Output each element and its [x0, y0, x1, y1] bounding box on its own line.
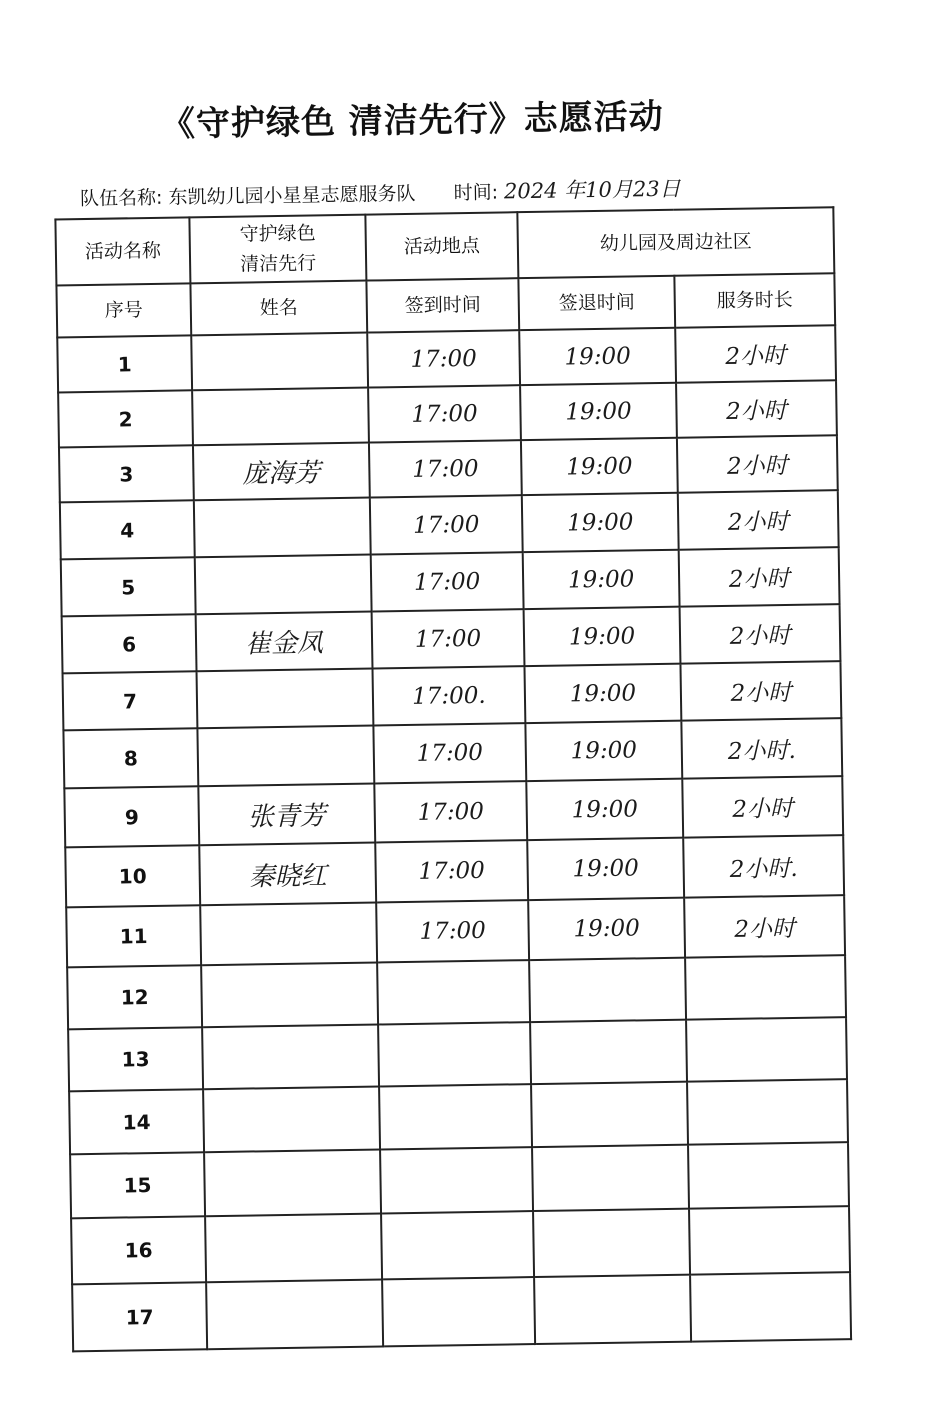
row-index: 5: [61, 557, 196, 616]
col-index-header: 序号: [56, 283, 191, 337]
row-index: 7: [63, 671, 198, 730]
row-index: 15: [70, 1152, 205, 1218]
row-index: 17: [72, 1282, 207, 1351]
row-service-duration: 2小时: [675, 325, 836, 383]
time-label: 时间:: [453, 181, 499, 205]
row-checkin-time: 17:00: [370, 495, 523, 554]
row-service-duration: [685, 955, 846, 1020]
page-title: 《守护绿色 清洁先行》志愿活动: [160, 96, 665, 145]
row-checkin-time: [378, 1022, 531, 1086]
row-index: 13: [68, 1027, 203, 1091]
row-name-signature: 崔金凤: [196, 612, 373, 672]
row-checkout-time: 19:00: [521, 438, 678, 495]
row-checkout-time: 19:00: [524, 664, 681, 723]
team-label: 队伍名称:: [79, 186, 163, 211]
row-name-signature: [204, 1149, 381, 1216]
row-index: 14: [69, 1089, 204, 1154]
row-name-signature: [202, 1024, 379, 1089]
row-service-duration: 2小时: [684, 895, 845, 958]
row-index: 4: [60, 500, 195, 559]
row-name-signature: [195, 555, 372, 615]
table-row: [70, 1142, 849, 1218]
row-checkin-time: 17:00: [372, 609, 525, 668]
row-service-duration: 2小时.: [681, 718, 842, 779]
activity-name-line2: 清洁先行: [239, 252, 317, 276]
row-index: 11: [66, 905, 201, 967]
row-service-duration: [686, 1017, 847, 1082]
row-index: 1: [57, 335, 192, 392]
row-name-signature: [197, 726, 374, 787]
row-name-signature: [194, 498, 371, 558]
row-name-signature: [203, 1086, 380, 1152]
date-value: 2024 年10月23日: [503, 176, 681, 204]
row-service-duration: [687, 1079, 848, 1145]
row-checkout-time: [529, 958, 686, 1022]
row-index: 8: [63, 728, 198, 788]
row-checkout-time: [530, 1020, 687, 1084]
row-index: 10: [65, 845, 200, 907]
location-label: 活动地点: [365, 212, 518, 280]
location-value: 幼儿园及周边社区: [517, 207, 834, 278]
row-name-signature: [192, 388, 369, 446]
row-checkin-time: [379, 1084, 532, 1149]
activity-header-row: [55, 207, 834, 285]
col-name-header: 姓名: [190, 281, 367, 336]
row-checkin-time: 17:00: [373, 723, 526, 783]
row-name-signature: [205, 1213, 382, 1282]
activity-name-value: [189, 215, 366, 284]
row-checkin-time: 17:00.: [372, 666, 525, 725]
row-service-duration: 2小时: [678, 490, 839, 550]
row-service-duration: 2小时: [676, 380, 837, 438]
row-checkout-time: [532, 1145, 689, 1211]
row-checkin-time: [382, 1277, 535, 1346]
row-name-signature: [206, 1279, 383, 1349]
row-index: 2: [58, 390, 193, 447]
row-service-duration: [690, 1272, 851, 1342]
row-index: 3: [59, 445, 194, 502]
col-checkout-header: 签退时间: [518, 276, 675, 330]
row-checkin-time: 17:00: [371, 552, 524, 611]
row-checkin-time: 17:00: [376, 900, 529, 962]
row-checkout-time: 19:00: [526, 779, 683, 840]
row-index: 16: [71, 1216, 206, 1284]
row-service-duration: 2小时.: [683, 835, 844, 898]
row-name-signature: 秦晓红: [199, 843, 376, 906]
row-checkout-time: 19:00: [528, 898, 685, 960]
row-checkout-time: 19:00: [522, 493, 679, 552]
row-checkin-time: 17:00: [374, 781, 527, 842]
signin-table: [54, 206, 852, 1352]
table-row: [71, 1206, 850, 1284]
row-service-duration: 2小时: [680, 604, 841, 664]
row-checkin-time: [380, 1147, 533, 1213]
row-checkin-time: 17:00: [369, 440, 522, 497]
row-checkout-time: [533, 1209, 690, 1277]
row-service-duration: 2小时: [679, 547, 840, 607]
row-checkout-time: 19:00: [520, 383, 677, 440]
team-name: 东凯幼儿园小星星志愿服务队: [168, 182, 416, 209]
col-checkin-header: 签到时间: [366, 278, 519, 332]
row-index: 9: [64, 786, 199, 847]
row-service-duration: [689, 1206, 850, 1275]
row-checkout-time: 19:00: [523, 550, 680, 609]
row-name-signature: [197, 669, 374, 729]
table-body: [57, 325, 851, 1351]
row-index: 6: [62, 614, 197, 673]
col-duration-header: 服务时长: [674, 273, 835, 328]
row-checkin-time: [377, 960, 530, 1024]
row-checkout-time: 19:00: [525, 721, 682, 781]
row-checkout-time: [531, 1082, 688, 1147]
activity-name-line1: 守护绿色: [239, 222, 316, 246]
row-name-signature: 庞海芳: [193, 443, 370, 501]
row-checkin-time: 17:00: [368, 385, 521, 442]
row-checkout-time: 19:00: [519, 328, 676, 385]
activity-name-label: 活动名称: [55, 217, 190, 285]
row-name-signature: 张青芳: [198, 784, 375, 846]
team-info-line: [80, 170, 820, 212]
row-service-duration: [688, 1142, 849, 1209]
table-row: [72, 1272, 851, 1351]
row-checkout-time: [534, 1275, 691, 1344]
row-name-signature: [201, 962, 378, 1027]
row-checkout-time: 19:00: [524, 607, 681, 666]
row-checkin-time: [381, 1211, 534, 1279]
row-service-duration: 2小时: [680, 661, 841, 721]
row-checkin-time: 17:00: [375, 840, 528, 902]
row-checkin-time: 17:00: [367, 330, 520, 387]
row-index: 12: [67, 965, 202, 1029]
row-checkout-time: 19:00: [527, 838, 684, 900]
row-service-duration: 2小时: [677, 435, 838, 493]
row-name-signature: [200, 902, 377, 965]
row-name-signature: [191, 333, 368, 391]
row-service-duration: 2小时: [682, 776, 843, 838]
